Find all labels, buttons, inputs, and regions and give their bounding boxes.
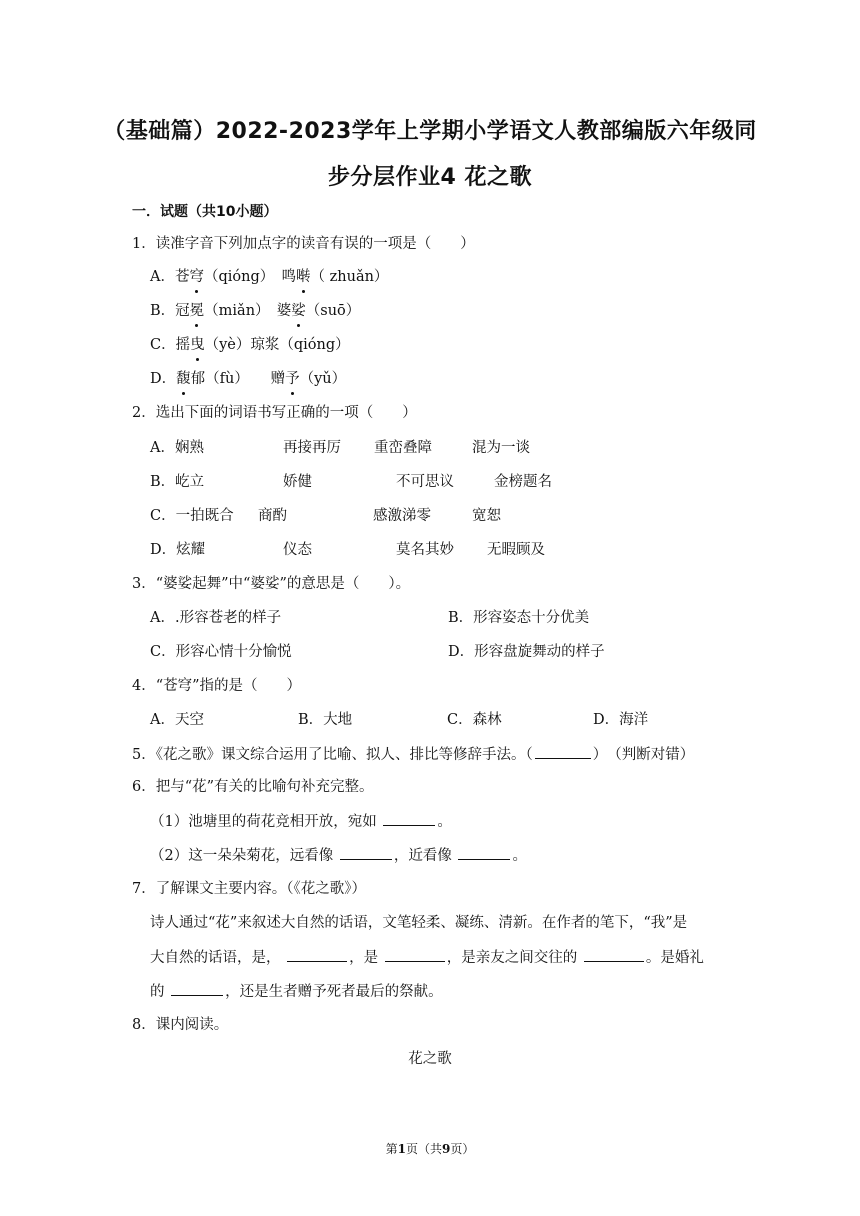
q2-b-2: 娇健 <box>283 474 312 490</box>
q7-stem: 7．了解课文主要内容。（《花之歌》） <box>132 881 366 897</box>
q6-sentence-2: （2）这一朵朵菊花，远看像 ，近看像 。 <box>150 845 527 866</box>
q1-option-a: A．苍穹（qióng） 鸣啭（ zhuǎn） <box>150 269 389 285</box>
q8-stem: 8．课内阅读。 <box>132 1017 229 1033</box>
q3-option-b: B．形容姿态十分优美 <box>448 610 590 626</box>
q2-a-3: 重峦叠障 <box>374 440 432 456</box>
q3-option-c: C．形容心情十分愉悦 <box>150 644 292 660</box>
dotted-char: 予 <box>285 371 300 387</box>
q6-sentence-1: （1）池塘里的荷花竞相开放，宛如 。 <box>150 811 452 832</box>
passage-title: 花之歌 <box>408 1051 452 1067</box>
answer-blank <box>458 845 510 860</box>
q2-b-1: B．屹立 <box>150 474 205 490</box>
q2-a-4: 混为一谈 <box>472 440 530 456</box>
dotted-char: 冕 <box>189 303 205 319</box>
q2-d-1: D．炫耀 <box>150 542 206 558</box>
section-heading: 一．试题（共10小题） <box>132 204 278 220</box>
q4-option-a: A．天空 <box>150 712 204 728</box>
q2-c-4: 宽恕 <box>472 508 501 524</box>
q3-option-a: A．.形容苍老的样子 <box>150 610 282 626</box>
dotted-char: 曳 <box>190 337 205 353</box>
q1-option-c: C．摇曳（yè）琼浆（qióng） <box>150 337 350 353</box>
q4-option-c: C．森林 <box>447 712 502 728</box>
answer-blank <box>340 845 392 860</box>
page-footer: 第1页（共9页） <box>385 1142 475 1156</box>
q2-d-3: 莫名其妙 <box>396 542 454 558</box>
q1-option-b: B．冠冕（miǎn） 婆娑（suō） <box>150 303 361 319</box>
q2-stem: 2．选出下面的词语书写正确的一项（ ） <box>132 405 417 421</box>
answer-blank <box>287 947 347 962</box>
dotted-char: 啭 <box>296 269 311 285</box>
answer-blank <box>535 744 591 759</box>
dotted-char: 馥 <box>176 371 191 387</box>
dotted-char: 娑 <box>291 303 306 319</box>
q4-option-d: D．海洋 <box>593 712 649 728</box>
answer-blank <box>584 947 644 962</box>
q2-c-2: 商酌 <box>258 508 287 524</box>
q4-option-b: B．大地 <box>298 712 353 728</box>
q2-c-3: 感激涕零 <box>373 508 431 524</box>
doc-title-line-2: 步分层作业4 花之歌 <box>328 165 532 190</box>
q7-line-1: 诗人通过“花”来叙述大自然的话语，文笔轻柔、凝练、清新。在作者的笔下，“我”是 <box>150 915 688 931</box>
q1-option-d: D．馥郁（fù） 赠予（yǔ） <box>150 371 347 387</box>
q2-d-4: 无暇顾及 <box>487 542 545 558</box>
q2-d-2: 仪态 <box>283 542 312 558</box>
answer-blank <box>383 811 435 826</box>
dotted-char: 穹 <box>189 269 204 285</box>
q2-c-1: C．一拍既合 <box>150 508 234 524</box>
q2-a-2: 再接再厉 <box>283 440 341 456</box>
q7-line-3: 的 ，还是生者赠予死者最后的祭献。 <box>150 981 443 1002</box>
q2-b-4: 金榜题名 <box>494 474 552 490</box>
doc-title-line-1: （基础篇）2022-2023学年上学期小学语文人教部编版六年级同 <box>103 119 757 144</box>
q6-stem: 6．把与“花”有关的比喻句补充完整。 <box>132 779 374 795</box>
q4-stem: 4．“苍穹”指的是（ ） <box>132 678 302 694</box>
q5-stem: 5．《花之歌》课文综合运用了比喻、拟人、排比等修辞手法。（ ） （判断对错） <box>132 744 694 765</box>
q3-option-d: D．形容盘旋舞动的样子 <box>448 644 605 660</box>
q7-line-2: 大自然的话语，是， ，是 ，是亲友之间交往的 。是婚礼 <box>150 947 704 968</box>
q1-stem: 1．读准字音下列加点字的读音有误的一项是（ ） <box>132 236 475 252</box>
q3-stem: 3．“婆娑起舞”中“婆娑”的意思是（ ）。 <box>132 576 411 592</box>
q2-b-3: 不可思议 <box>396 474 454 490</box>
q2-a-1: A．娴熟 <box>150 440 204 456</box>
answer-blank <box>385 947 445 962</box>
answer-blank <box>171 981 223 996</box>
